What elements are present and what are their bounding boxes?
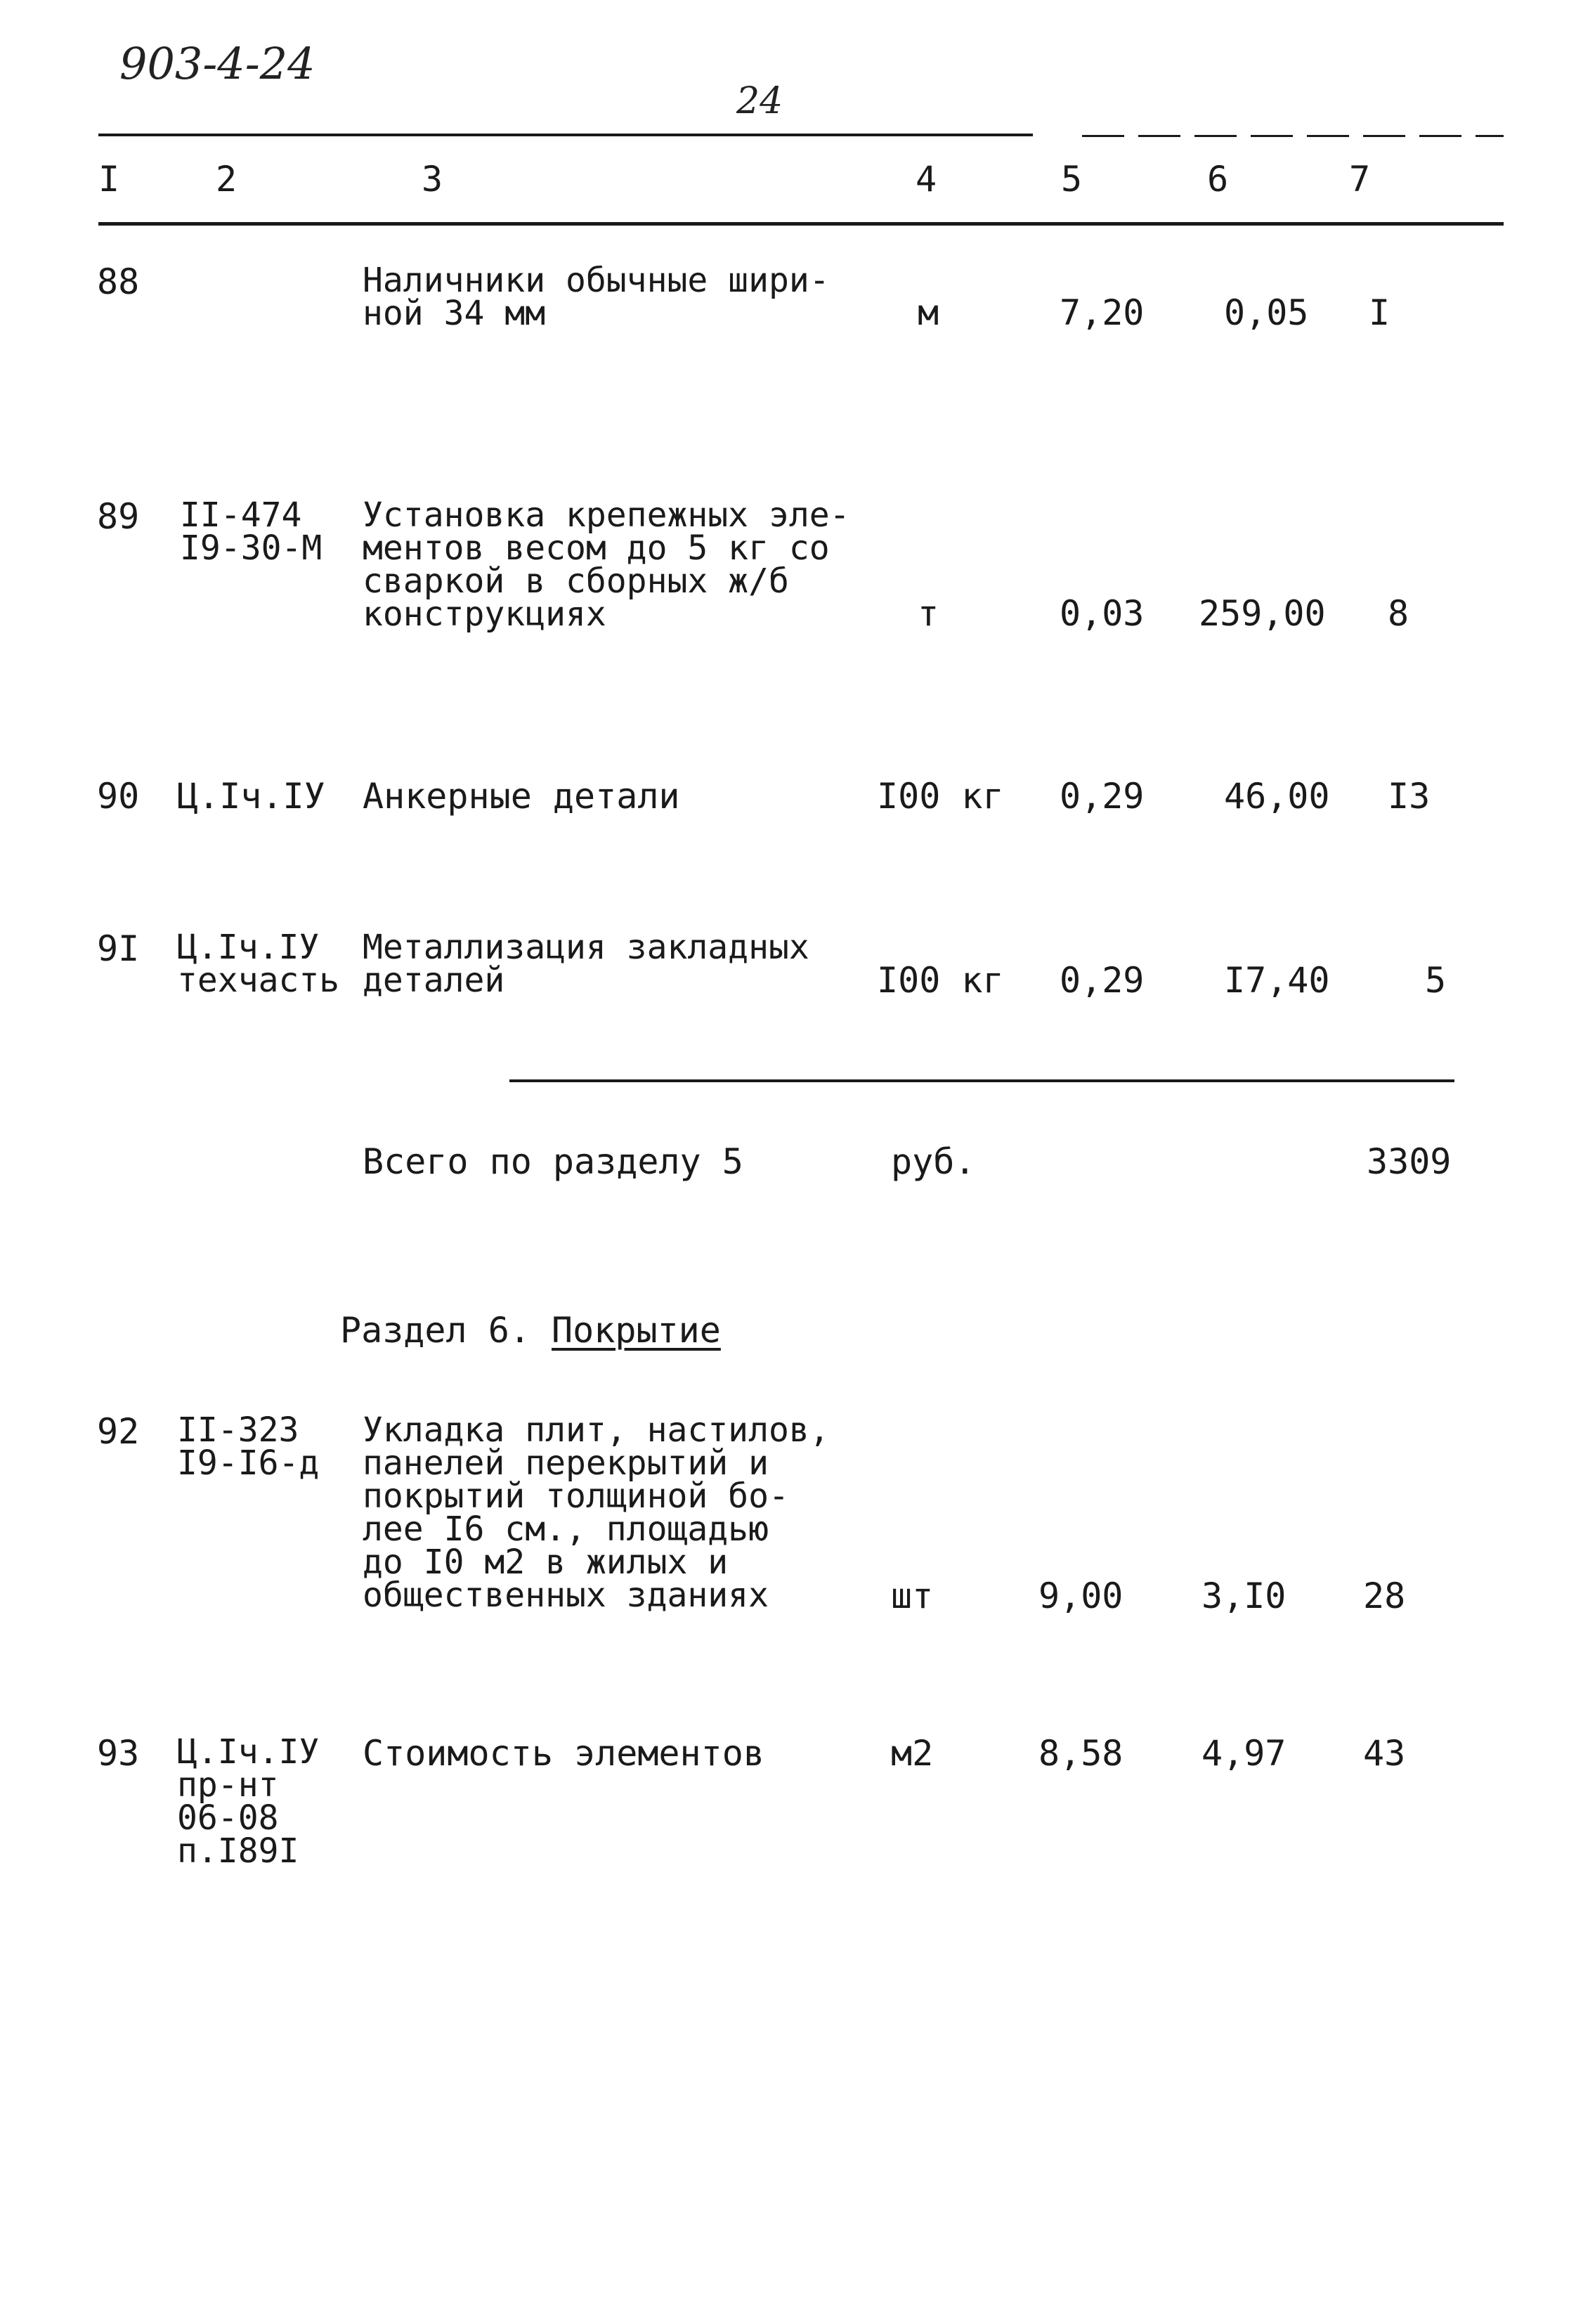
row-number: 9I <box>97 928 140 969</box>
column-header-7: 7 <box>1349 159 1371 200</box>
row-total: I <box>1369 292 1391 333</box>
row-number: 88 <box>97 261 140 302</box>
row-total: 8 <box>1388 593 1409 634</box>
row-number: 89 <box>97 496 140 537</box>
section-total-label: Всего по разделу 5 <box>363 1141 743 1182</box>
row-quantity: 0,03 <box>1060 593 1145 634</box>
row-code: Ц.Iч.IУ <box>177 776 325 817</box>
row-unit-price: 46,00 <box>1224 776 1330 817</box>
section-heading-title: Покрытие <box>552 1310 721 1351</box>
row-description: Установка крепежных эле- ментов весом до 5 кг со сваркой в сборных ж/б конструкциях <box>363 495 850 634</box>
row-quantity: 0,29 <box>1060 776 1145 817</box>
subtotal-rule <box>509 1079 1454 1082</box>
row-unit-price: 4,97 <box>1201 1733 1287 1774</box>
row-quantity: 9,00 <box>1038 1576 1124 1616</box>
row-code: II-323 I9-I6-д <box>177 1410 320 1483</box>
row-unit: м2 <box>891 1733 934 1774</box>
page-number: 24 <box>736 80 783 122</box>
column-header-6: 6 <box>1207 159 1229 200</box>
row-unit-price: 259,00 <box>1199 593 1326 634</box>
row-code: II-474 I9-30-М <box>180 495 323 568</box>
row-code: Ц.Iч.IУ пр-нт 06-08 п.I89I <box>177 1732 320 1871</box>
row-quantity: 0,29 <box>1060 960 1145 1001</box>
row-total: 5 <box>1425 960 1447 1001</box>
row-total: 43 <box>1363 1733 1406 1774</box>
row-code: Ц.Iч.IУ техчасть <box>177 928 340 1000</box>
row-total: 28 <box>1363 1576 1406 1616</box>
row-unit: шт <box>891 1576 934 1616</box>
row-description: Укладка плит, настилов, панелей перекрытий и покрытий толщиной бо- лее I6 см., площадью до I0 м2 в жилых и общественных зданиях <box>363 1410 830 1615</box>
header-bottom-rule <box>98 222 1504 226</box>
row-unit: I00 кг <box>877 960 1004 1001</box>
header-top-rule-dashed <box>1082 135 1504 137</box>
section-total-unit: руб. <box>891 1141 976 1182</box>
column-header-4: 4 <box>916 159 937 200</box>
row-description: Наличники обычные шири- ной 34 мм <box>363 261 830 333</box>
document-number: 903-4-24 <box>119 38 315 89</box>
header-top-rule <box>98 134 1033 136</box>
row-unit: I00 кг <box>877 776 1004 817</box>
row-description: Металлизация закладных деталей <box>363 928 809 1000</box>
row-number: 93 <box>97 1733 140 1774</box>
row-unit-price: 0,05 <box>1224 292 1309 333</box>
section-heading <box>340 1310 721 1351</box>
row-quantity: 7,20 <box>1060 292 1145 333</box>
column-header-2: 2 <box>216 159 237 200</box>
section-total-value: 3309 <box>1367 1141 1452 1182</box>
row-description: Анкерные детали <box>363 776 680 817</box>
row-quantity: 8,58 <box>1038 1733 1124 1774</box>
row-total: I3 <box>1388 776 1431 817</box>
row-unit: т <box>918 593 939 634</box>
column-header-3: 3 <box>422 159 443 200</box>
row-unit-price: 3,I0 <box>1201 1576 1287 1616</box>
row-number: 90 <box>97 776 140 817</box>
row-number: 92 <box>97 1411 140 1452</box>
section-heading-prefix: Раздел 6. <box>340 1310 552 1351</box>
column-header-5: 5 <box>1061 159 1083 200</box>
row-description: Стоимость элементов <box>363 1733 764 1774</box>
row-unit-price: I7,40 <box>1224 960 1330 1001</box>
row-unit: м <box>918 292 939 333</box>
column-header-1: I <box>98 159 120 200</box>
